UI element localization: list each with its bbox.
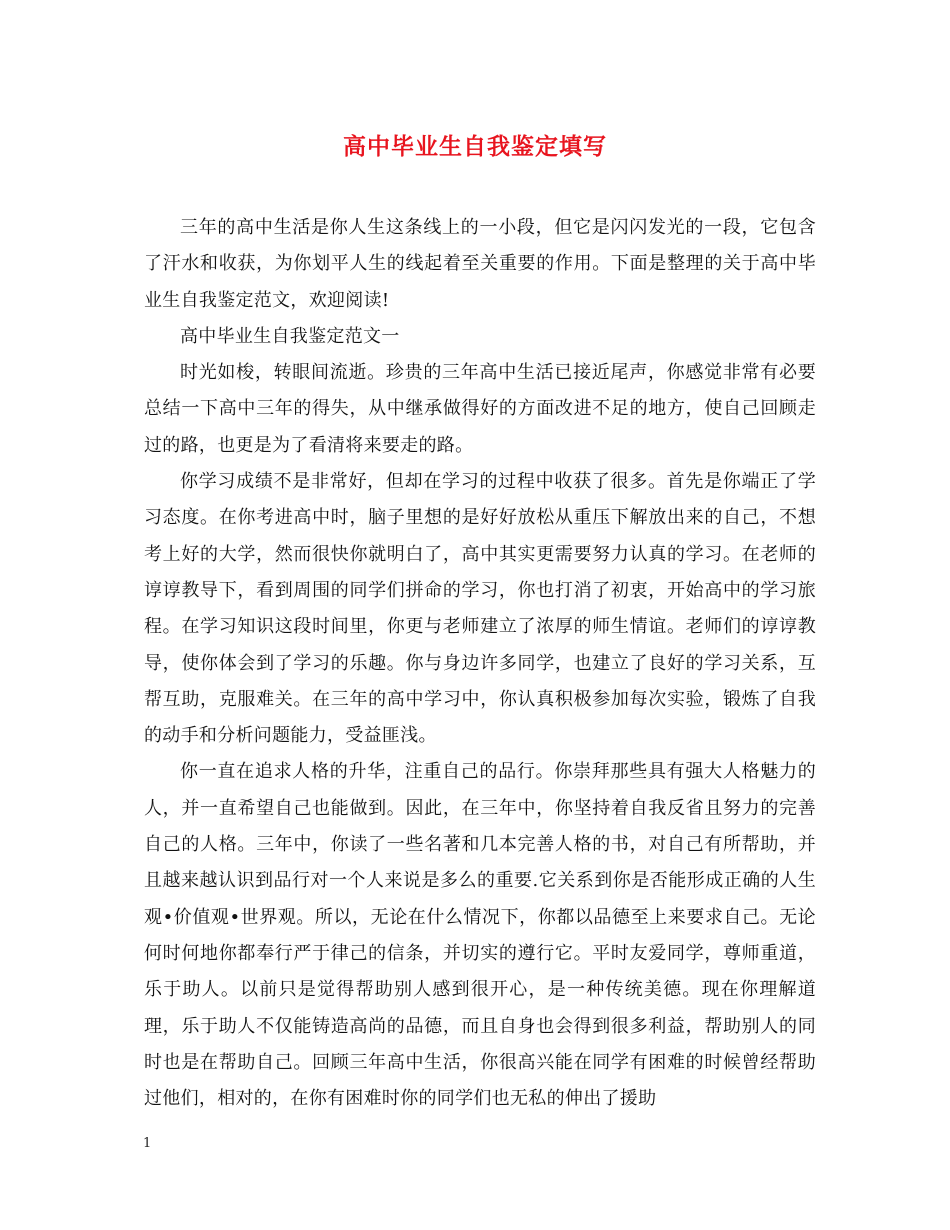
body-paragraph: 时光如梭，转眼间流逝。珍贵的三年高中生活已接近尾声，你感觉非常有必要总结一下高中三年的得失，从中继承做得好的方面改进不足的地方，使自己回顾走过的路，也更是为了看清将来要走的路。 [144,362,816,456]
page-number: 1 [143,1136,152,1151]
document-body [144,210,816,1117]
document-title: 高中毕业生自我鉴定填写 [343,133,607,160]
intro-paragraph: 三年的高中生活是你人生这条线上的一小段，但它是闪闪发光的一段，它包含了汗水和收获，为你划平人生的线起着至关重要的作用。下面是整理的关于高中毕业生自我鉴定范文，欢迎阅读! [144,217,816,311]
body-paragraph: 你一直在追求人格的升华，注重自己的品行。你崇拜那些具有强大人格魅力的人，并一直希望自己也能做到。因此，在三年中，你坚持着自我反省且努力的完善自己的人格。三年中，你读了一些名著和几本完善人格的书，对自己有所帮助，并且越来越认识到品行对一个人来说是多么的重要.它关系到你是否能形成正确的人生观•价值观•世界观。所以，无论在什么情况下，你都以品德至上来要求自己。无论何时何地你都奉行严于律己的信条，并切实的遵行它。平时友爱同学，尊师重道，乐于助人。以前只是觉得帮助别人感到很开心，是一种传统美德。现在你理解道理，乐于助人不仅能铸造高尚的品德，而且自身也会得到很多利益，帮助别人的同时也是在帮助自己。回顾三年高中生活，你很高兴能在同学有困难的时候曾经帮助过他们，相对的，在你有困难时你的同学们也无私的伸出了援助 [144,761,816,1110]
section-title: 高中毕业生自我鉴定范文一 [180,325,400,347]
body-paragraph: 你学习成绩不是非常好，但却在学习的过程中收获了很多。首先是你端正了学习态度。在你考进高中时，脑子里想的是好好放松从重压下解放出来的自己，不想考上好的大学，然而很快你就明白了，高中其实更需要努力认真的学习。在老师的谆谆教导下，看到周围的同学们拼命的学习，你也打消了初衷，开始高中的学习旅程。在学习知识这段时间里，你更与老师建立了浓厚的师生情谊。老师们的谆谆教导，使你体会到了学习的乐趣。你与身边许多同学，也建立了良好的学习关系，互帮互助，克服难关。在三年的高中学习中，你认真积极参加每次实验，锻炼了自我的动手和分析问题能力，受益匪浅。 [144,471,816,747]
